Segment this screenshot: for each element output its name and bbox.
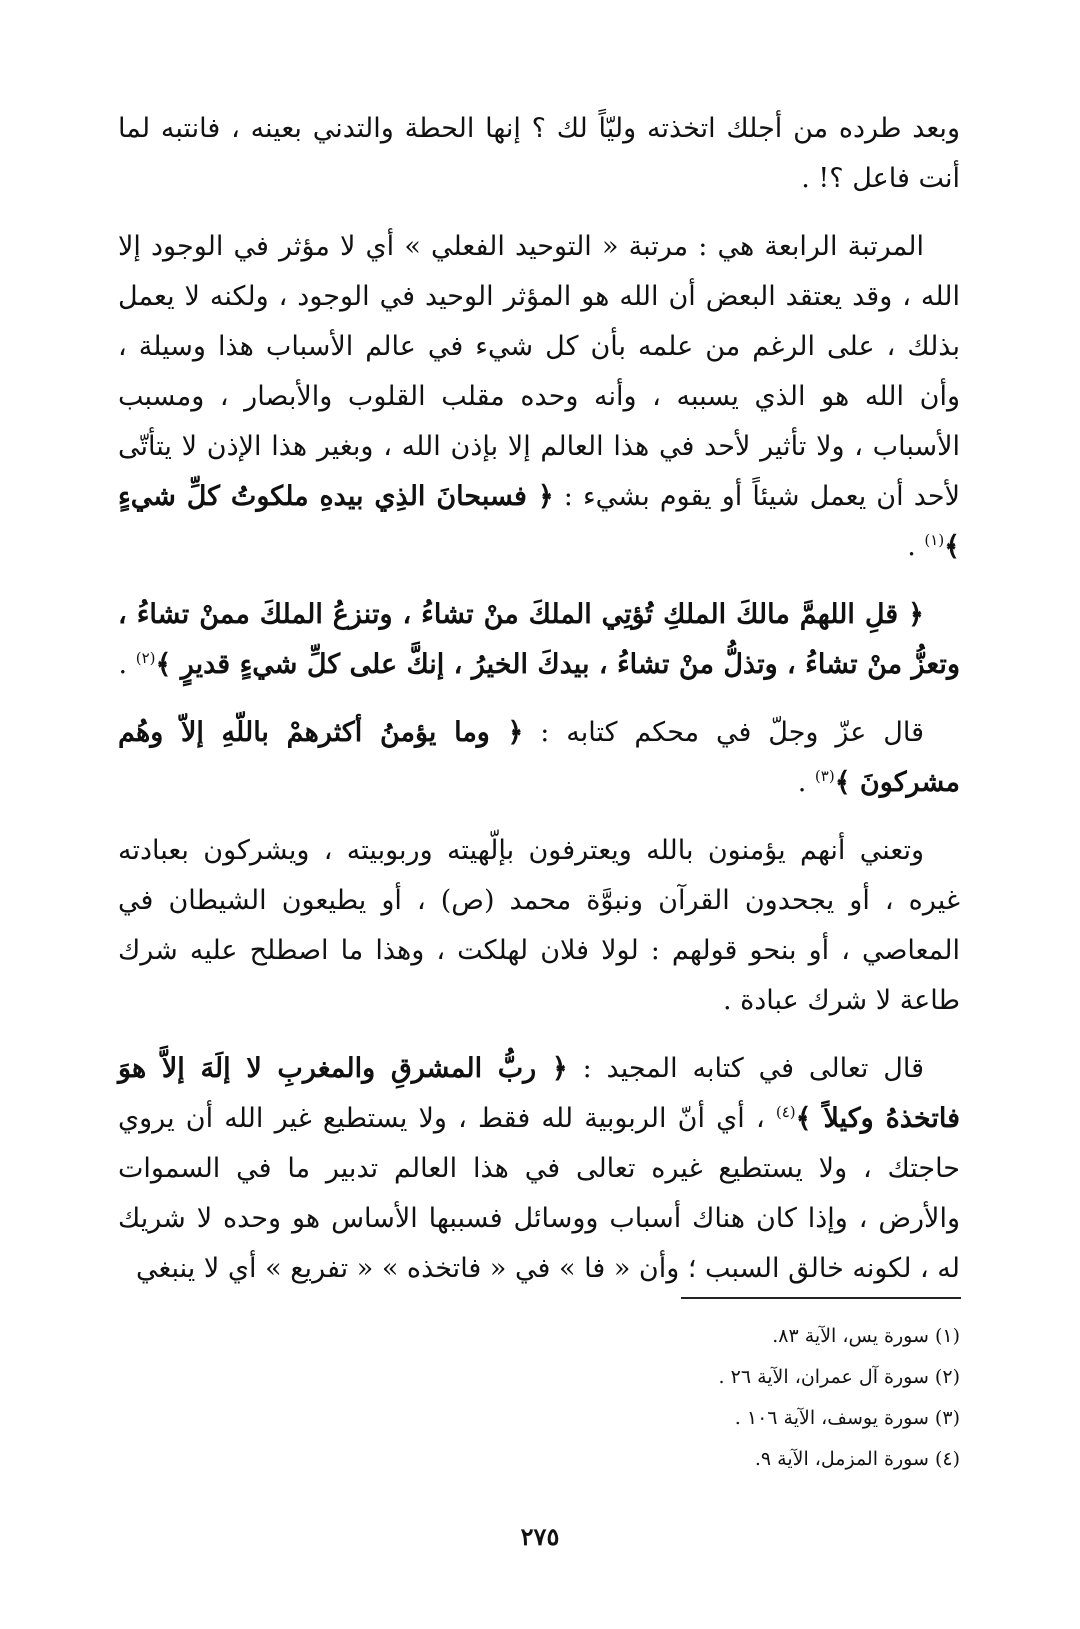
page-body (118, 104, 960, 1312)
paragraph-5-text: وتعني أنهم يؤمنون بالله ويعترفون بإلّهيته وربوبيته ، ويشركون بعبادته غيره ، أو يجحدون القرآن ونبوَّة محمد (ص) ، أو يطيعون الشيطان في المعاصي ، أو بنحو قولهم : لولا فلان لهلكت ، وهذا ما اصطلح عليه شرك طاعة لا شرك عبادة . (118, 835, 960, 1016)
footnote-divider (681, 1297, 961, 1299)
paragraph-1-text: وبعد طرده من أجلك اتخذته وليّاً لك ؟ إنها الحطة والتدني بعينه ، فانتبه لما أنت فاعل ؟! . (118, 113, 960, 194)
paragraph-2 (118, 222, 960, 572)
paragraph-2-text: المرتبة الرابعة هي : مرتبة « التوحيد الفعلي » أي لا مؤثر في الوجود إلا الله ، وقد يعتقد البعض أن الله هو المؤثر الوحيد في الوجود ، ولكنه لا يعمل بذلك ، على الرغم من علمه بأن كل شيء في عالم الأسباب هذا وسيلة ، وأن الله هو الذي يسببه ، وأنه وحده مقلب القلوب والأبصار ، ومسبب الأسباب ، ولا تأثير لأحد في هذا العالم إلا بإذن الله ، وبغير هذا الإذن لا يتأتّى لأحد أن يعمل شيئاً أو يقوم بشيء : (118, 231, 960, 512)
paragraph-6-after: ، أي أنّ الربوبية لله فقط ، ولا يستطيع غير الله أن يروي حاجتك ، ولا يستطيع غيره تعالى في هذا العالم تدبير ما في السموات والأرض ، وإذا كان هناك أسباب ووسائل فسببها الأساس هو وحده لا شريك له ، لكونه خالق السبب ؛ وأن « فا » في « فاتخذه » « تفريع » أي لا ينبغي (118, 1103, 960, 1284)
footnote-1: (١) سورة يس، الآية ٨٣. (772, 1325, 960, 1347)
paragraph-6-text: قال تعالى في كتابه المجيد : (567, 1053, 924, 1084)
paragraph-1 (118, 104, 960, 204)
footnote-3: (٣) سورة يوسف، الآية ١٠٦ . (734, 1407, 960, 1429)
paragraph-4 (118, 708, 960, 808)
paragraph-2-verse: ﴿ فسبحانَ الذِي بيدهِ ملكوتُ كلِّ شيءٍ ﴾ (118, 481, 960, 562)
paragraph-4-text: قال عزّ وجلّ في محكم كتابه : (523, 717, 924, 748)
paragraph-2-after: . (907, 531, 925, 562)
footnote-ref-2: (٢) (135, 649, 156, 667)
footnotes (360, 1316, 960, 1480)
paragraph-4-verse: ﴿ وما يؤمنُ أكثرهمْ باللّهِ إلاّ وهُم مشركونَ ﴾ (118, 717, 960, 798)
paragraph-4-after: . (797, 767, 815, 798)
paragraph-5 (118, 826, 960, 1026)
page-number: ٢٧٥ (520, 1522, 560, 1551)
paragraph-3 (118, 590, 960, 690)
footnote-2: (٢) سورة آل عمران، الآية ٢٦ . (718, 1366, 960, 1388)
footnote-ref-1: (١) (924, 531, 945, 549)
paragraph-3-verse: ﴿ قلِ اللهمَّ مالكَ الملكِ تُؤتِي الملكَ منْ تشاءُ ، وتنزعُ الملكَ ممنْ تشاءُ ، وتعزُّ منْ تشاءُ ، وتذلُّ منْ تشاءُ ، بيدكَ الخيرُ ، إنكَّ على كلِّ شيءٍ قديرٍ ﴾ (118, 599, 960, 680)
paragraph-6 (118, 1044, 960, 1294)
footnote-4: (٤) سورة المزمل، الآية ٩. (754, 1448, 960, 1470)
paragraph-6-verse: ﴿ ربُّ المشرقِ والمغربِ لا إلَهَ إلاَّ هوَ فاتخذهُ وكيلاً ﴾ (118, 1053, 960, 1134)
footnote-ref-3: (٣) (814, 767, 835, 785)
footnote-ref-4: (٤) (775, 1103, 796, 1121)
paragraph-3-after: . (118, 649, 136, 680)
